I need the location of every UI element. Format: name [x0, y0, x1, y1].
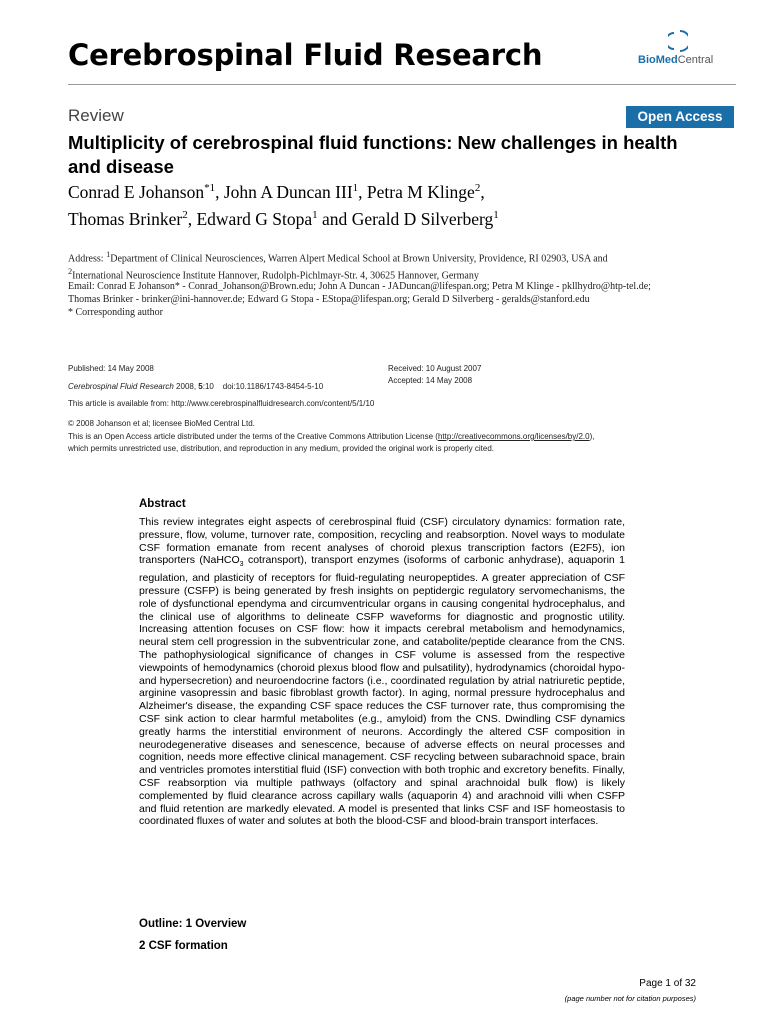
affiliation-sup-2: 2	[68, 267, 73, 277]
citation-volume: 5	[198, 382, 203, 391]
author-name: Conrad E Johanson	[68, 181, 205, 202]
outline-section-1: Outline: 1 Overview	[139, 918, 247, 930]
logo-text-biomed: BioMed	[638, 54, 678, 66]
author-affiliation-sup: 1	[493, 208, 499, 221]
author-affiliation-sup: 2	[182, 208, 188, 221]
corresponding-author-note: * Corresponding author	[68, 307, 163, 318]
article-type: Review	[68, 106, 124, 125]
outline-section-2: 2 CSF formation	[139, 940, 228, 952]
abstract-text-part1: This review integrates eight aspects of cerebrospinal fluid (CSF) circulatory dynamics: formation rate, pressure, flow, volume, turnover rate, composition, recycling and reabsorption. Novel ways to modulate CSF formation emanate from recent analyses of choroid plexus transcription factors (E2F5), ion transporters (NaHCO	[139, 516, 625, 567]
author-name: John A Duncan III	[223, 181, 353, 202]
author-affiliation-sup: 1	[312, 208, 318, 221]
page-number: Page 1 of 32	[639, 978, 696, 989]
author-separator: and	[317, 208, 352, 229]
affiliation-sup-1: 1	[106, 250, 111, 259]
address-label: Address:	[68, 253, 104, 265]
citation-year: 2008,	[173, 382, 199, 391]
biomed-central-logo-icon	[668, 30, 688, 52]
author-affiliation-sup: *1	[204, 182, 216, 194]
author-affiliation-sup: 1	[352, 182, 359, 194]
citation	[68, 381, 323, 392]
author-affiliation-sup: 2	[474, 182, 481, 194]
license-prefix: This is an Open Access article distributed under the terms of the Creative Commons Attribution License (	[68, 432, 438, 441]
author-separator: ,	[215, 181, 224, 202]
email-line-1[interactable]: Email: Conrad E Johanson* - Conrad_Johanson@Brown.edu; John A Duncan - JADuncan@lifespan.org; Petra M Klinge - pkllhydro@htp-tel.de;	[68, 281, 651, 292]
author-name: Petra M Klinge	[366, 181, 475, 202]
page-number-note: (page number not for citation purposes)	[564, 994, 696, 1003]
address	[68, 248, 708, 283]
logo-text-central: Central	[677, 54, 714, 66]
author-name: Gerald D Silverberg	[351, 208, 494, 229]
author-list	[68, 177, 708, 231]
author-separator: ,	[187, 208, 197, 229]
license-line-1	[68, 431, 708, 442]
header-rule	[68, 84, 736, 85]
license-line-2: which permits unrestricted use, distribution, and reproduction in any medium, provided the original work is properly cited.	[68, 444, 494, 453]
abstract-text-part2: cotransport), transport enzymes (isoforms of carbonic anhydrase), aquaporin 1 regulation, and plasticity of receptors for fluid-regulating neuropeptides. A greater appreciation of CSF pressure (CSFP) is being generated by fresh insights on peptidergic regulatory servomechanisms, the role of dysfunctional ependyma and circumventricular organs in causing congenital hydrocephalus, and the clinical use of algorithms to delineate CSFP waveforms for diagnostic and prognostic utility. Increasing attention focuses on CSF flow: how it impacts cerebral metabolism and hemodynamics, neural stem cell progression in the subventricular zone, and catabolite/peptide clearance from the CNS. The pathophysiological significance of changes in CSF volume is assessed from the respective viewpoints of hemodynamics (choroid plexus blood flow and pulsatility), hydrodynamics (choroidal hypo- and hypersecretion) and neuroendocrine factors (i.e., coordinated regulation by atrial natriuretic peptide, arginine vasopressin and basic fibroblast growth factor). In aging, normal pressure hydrocephalus and Alzheimer's disease, the expanding CSF space reduces the CSF turnover rate, thus compromising the CSF sink action to clear harmful metabolites (e.g., amyloid) from the CNS. Dwindling CSF dynamics greatly harms the interstitial environment of neurons. Accordingly the altered CSF composition in neurodegenerative diseases and senescence, because of adverse effects on neural processes and cognition, needs more effective clinical management. CSF recycling between subarachnoid space, brain and ventricles promotes interstitial fluid (ISF) convection with both trophic and excretory benefits. Finally, CSF reabsorption via multiple pathways (olfactory and spinal arachnoidal bulk flow) is likely complemented by fluid clearance across capillary walls (aquaporin 4) and arachnoid villi when CSFP and fluid retention are markedly elevated. A model is presented that links CSF and ISF homeostasis to coordinated fluxes of water and solutes at both the blood-CSF and blood-brain transport interfaces.	[139, 554, 625, 828]
abstract-subscript: 3	[239, 561, 244, 569]
accepted-date: Accepted: 14 May 2008	[388, 376, 473, 385]
abstract-body	[139, 516, 625, 828]
license-link[interactable]: http://creativecommons.org/licenses/by/2.0	[437, 432, 590, 441]
citation-doi: :10 doi:10.1186/1743-8454-5-10	[202, 382, 324, 391]
publisher-logo[interactable]	[636, 30, 736, 70]
article-url[interactable]: This article is available from: http://www.cerebrospinalfluidresearch.com/content/5/1/10	[68, 399, 375, 408]
license-suffix: ),	[589, 432, 595, 441]
received-date: Received: 10 August 2007	[388, 364, 482, 373]
author-name: Thomas Brinker	[68, 208, 183, 229]
author-name: Edward G Stopa	[196, 208, 313, 229]
email-list	[68, 280, 708, 306]
email-line-2[interactable]: Thomas Brinker - brinker@ini-hannover.de; Edward G Stopa - EStopa@lifespan.org; Gerald D Silverberg - geralds@stanford.edu	[68, 294, 590, 305]
copyright: © 2008 Johanson et al; licensee BioMed Central Ltd.	[68, 419, 255, 428]
journal-title: Cerebrospinal Fluid Research	[68, 38, 543, 72]
citation-journal: Cerebrospinal Fluid Research	[68, 382, 174, 391]
affiliation-2: International Neuroscience Institute Hannover, Rudolph-Pichlmayr-Str. 4, 30625 Hannover, Germany	[72, 270, 479, 282]
author-separator: ,	[480, 181, 485, 202]
published-date: Published: 14 May 2008	[68, 364, 154, 373]
affiliation-1: Department of Clinical Neurosciences, Warren Alpert Medical School at Brown University, Providence, RI 02903, USA and	[110, 253, 608, 265]
article-title: Multiplicity of cerebrospinal fluid functions: New challenges in health and disease	[68, 132, 678, 177]
abstract-heading: Abstract	[139, 498, 186, 510]
open-access-badge[interactable]: Open Access	[626, 106, 734, 128]
author-separator: ,	[358, 181, 367, 202]
